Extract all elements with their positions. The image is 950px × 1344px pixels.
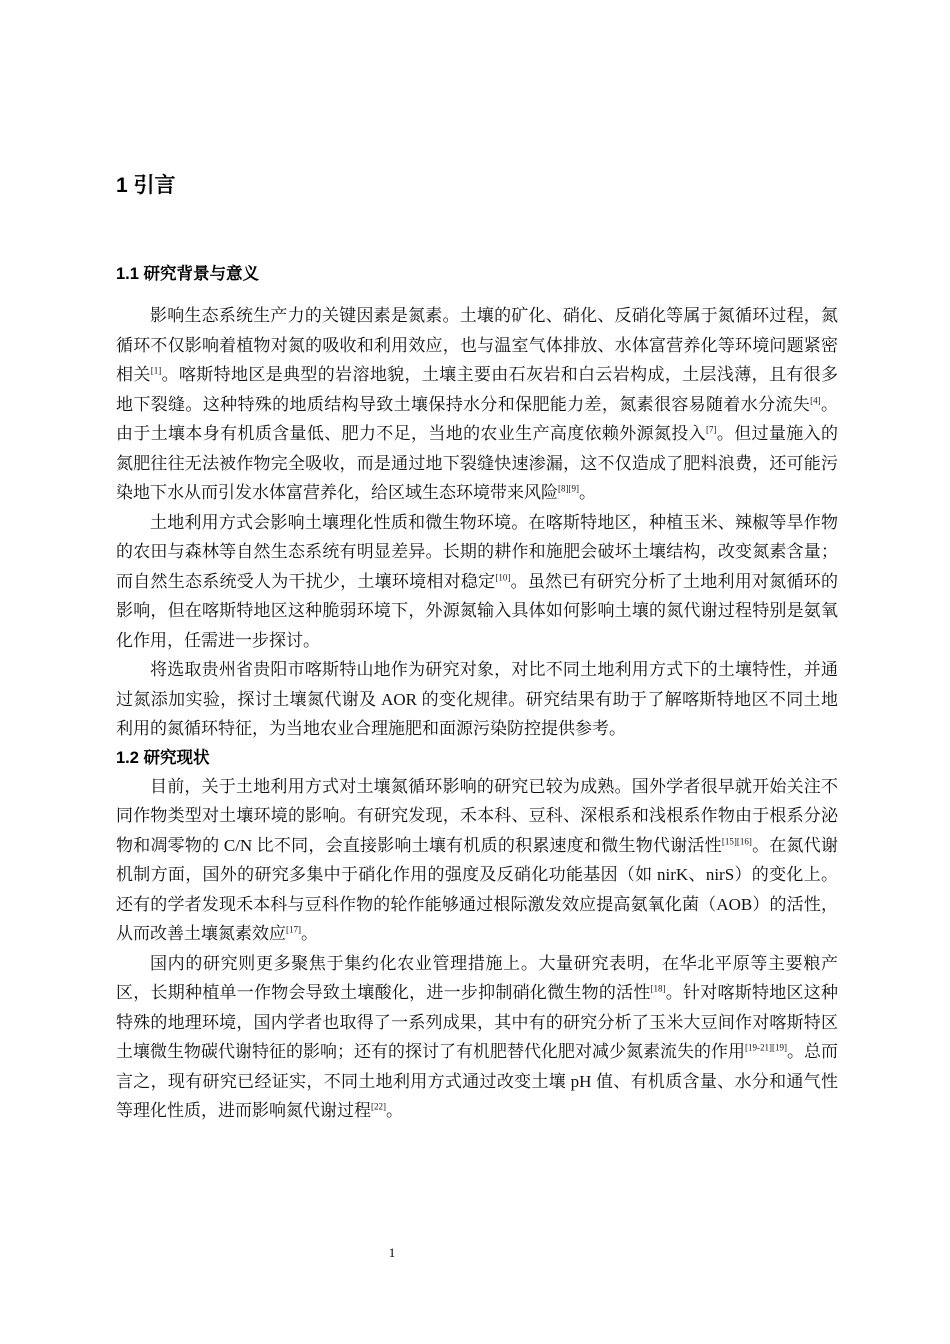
- citation: [15][16]: [721, 835, 752, 846]
- text-run: 。: [301, 924, 318, 943]
- section-title-1-1: 1.1 研究背景与意义: [116, 265, 260, 283]
- citation: [18]: [650, 983, 666, 994]
- paragraph: [116, 772, 838, 949]
- citation: [8][9]: [558, 483, 579, 494]
- chapter-title: 1 引言: [116, 174, 176, 197]
- text-run: 。总而言之，现有研究已经证实，不同土地利用方式通过改变土壤 pH 值、有机质含量、水分和通气性等理化性质，进而影响氮代谢过程: [116, 1042, 838, 1120]
- page-number: 1: [388, 1245, 396, 1260]
- text-run: 影响生态系统生产力的关键因素是氮素。土壤的矿化、硝化、反硝化等属于氮循环过程，氮循环不仅影响着植物对氮的吸收和利用效应，也与温室气体排放、水体富营养化等环境问题紧密相关: [116, 306, 838, 384]
- citation: [17]: [286, 924, 301, 935]
- text-run: 国内的研究则更多聚焦于集约化农业管理措施上。大量研究表明，在华北平原等主要粮产区，长期种植单一作物会导致土壤酸化，进一步抑制硝化微生物的活性: [116, 953, 838, 1002]
- citation: [10]: [495, 571, 511, 582]
- text-run: 。喀斯特地区是典型的岩溶地貌，土壤主要由石灰岩和白云岩构成，土层浅薄，且有很多地下裂缝。这种特殊的地质结构导致土壤保持水分和保肥能力差，氮素很容易随着水分流失: [116, 365, 839, 414]
- text-run: 。在氮代谢机制方面，国外的研究多集中于硝化作用的强度及反硝化功能基因（如 nirK、nirS）的变化上。还有的学者发现禾本科与豆科作物的轮作能够通过根际激发效应提高氨氧化菌（AOB）的活性，从而改善土壤氮素效应: [116, 835, 839, 943]
- text-run: 。由于土壤本身有机质含量低、肥力不足，当地的农业生产高度依赖外源氮投入: [116, 394, 839, 443]
- paragraph: [116, 949, 838, 1126]
- paragraph: [116, 508, 838, 656]
- citation: [22]: [371, 1101, 386, 1112]
- citation: [19-21][19]: [745, 1042, 787, 1053]
- text-run: 。: [579, 483, 596, 502]
- paragraph: [116, 655, 838, 744]
- text-run: 。: [386, 1101, 403, 1120]
- citation: [1]: [150, 365, 162, 376]
- citation: [4]: [810, 394, 821, 405]
- text-run: 。但过量施入的氮肥往往无法被作物完全吸收，而是通过地下裂缝快速渗漏，这不仅造成了肥料浪费，还可能污染地下水从而引发水体富营养化，给区域生态环境带来风险: [116, 424, 839, 502]
- text-run: 。针对喀斯特地区这种特殊的地理环境，国内学者也取得了一系列成果，其中有的研究分析了玉米大豆间作对喀斯特区土壤微生物碳代谢特征的影响；还有的探讨了有机肥替代化肥对减少氮素流失的作用: [116, 983, 839, 1061]
- section-body: [116, 301, 838, 1126]
- section-title-1-2: 1.2 研究现状: [116, 748, 210, 767]
- text-run: 土地利用方式会影响土壤理化性质和微生物环境。在喀斯特地区，种植玉米、辣椒等旱作物的农田与森林等自然生态系统有明显差异。长期的耕作和施肥会破坏土壤结构，改变氮素含量；而自然生态系统受人为干扰少，土壤环境相对稳定: [116, 512, 838, 591]
- citation: [7]: [706, 424, 717, 435]
- paragraph: [116, 301, 838, 508]
- text-run: 。虽然已有研究分析了土地利用对氮循环的影响，但在喀斯特地区这种脆弱环境下，外源氮输入具体如何影响土壤的氮代谢过程特别是氨氧化作用，任需进一步探讨。: [116, 571, 839, 650]
- text-run: 将选取贵州省贵阳市喀斯特山地作为研究对象，对比不同土地利用方式下的土壤特性，并通过氮添加实验，探讨土壤氮代谢及 AOR 的变化规律。研究结果有助于了解喀斯特地区不同土地利用的氮循环特征，为当地农业合理施肥和面源污染防控提供参考。: [116, 660, 838, 738]
- text-run: 目前，关于土地利用方式对土壤氮循环影响的研究已较为成熟。国外学者很早就开始关注不同作物类型对土壤环境的影响。有研究发现，禾本科、豆科、深根系和浅根系作物由于根系分泌物和凋零物的 C/N 比不同，会直接影响土壤有机质的积累速度和微生物代谢活性: [116, 776, 838, 855]
